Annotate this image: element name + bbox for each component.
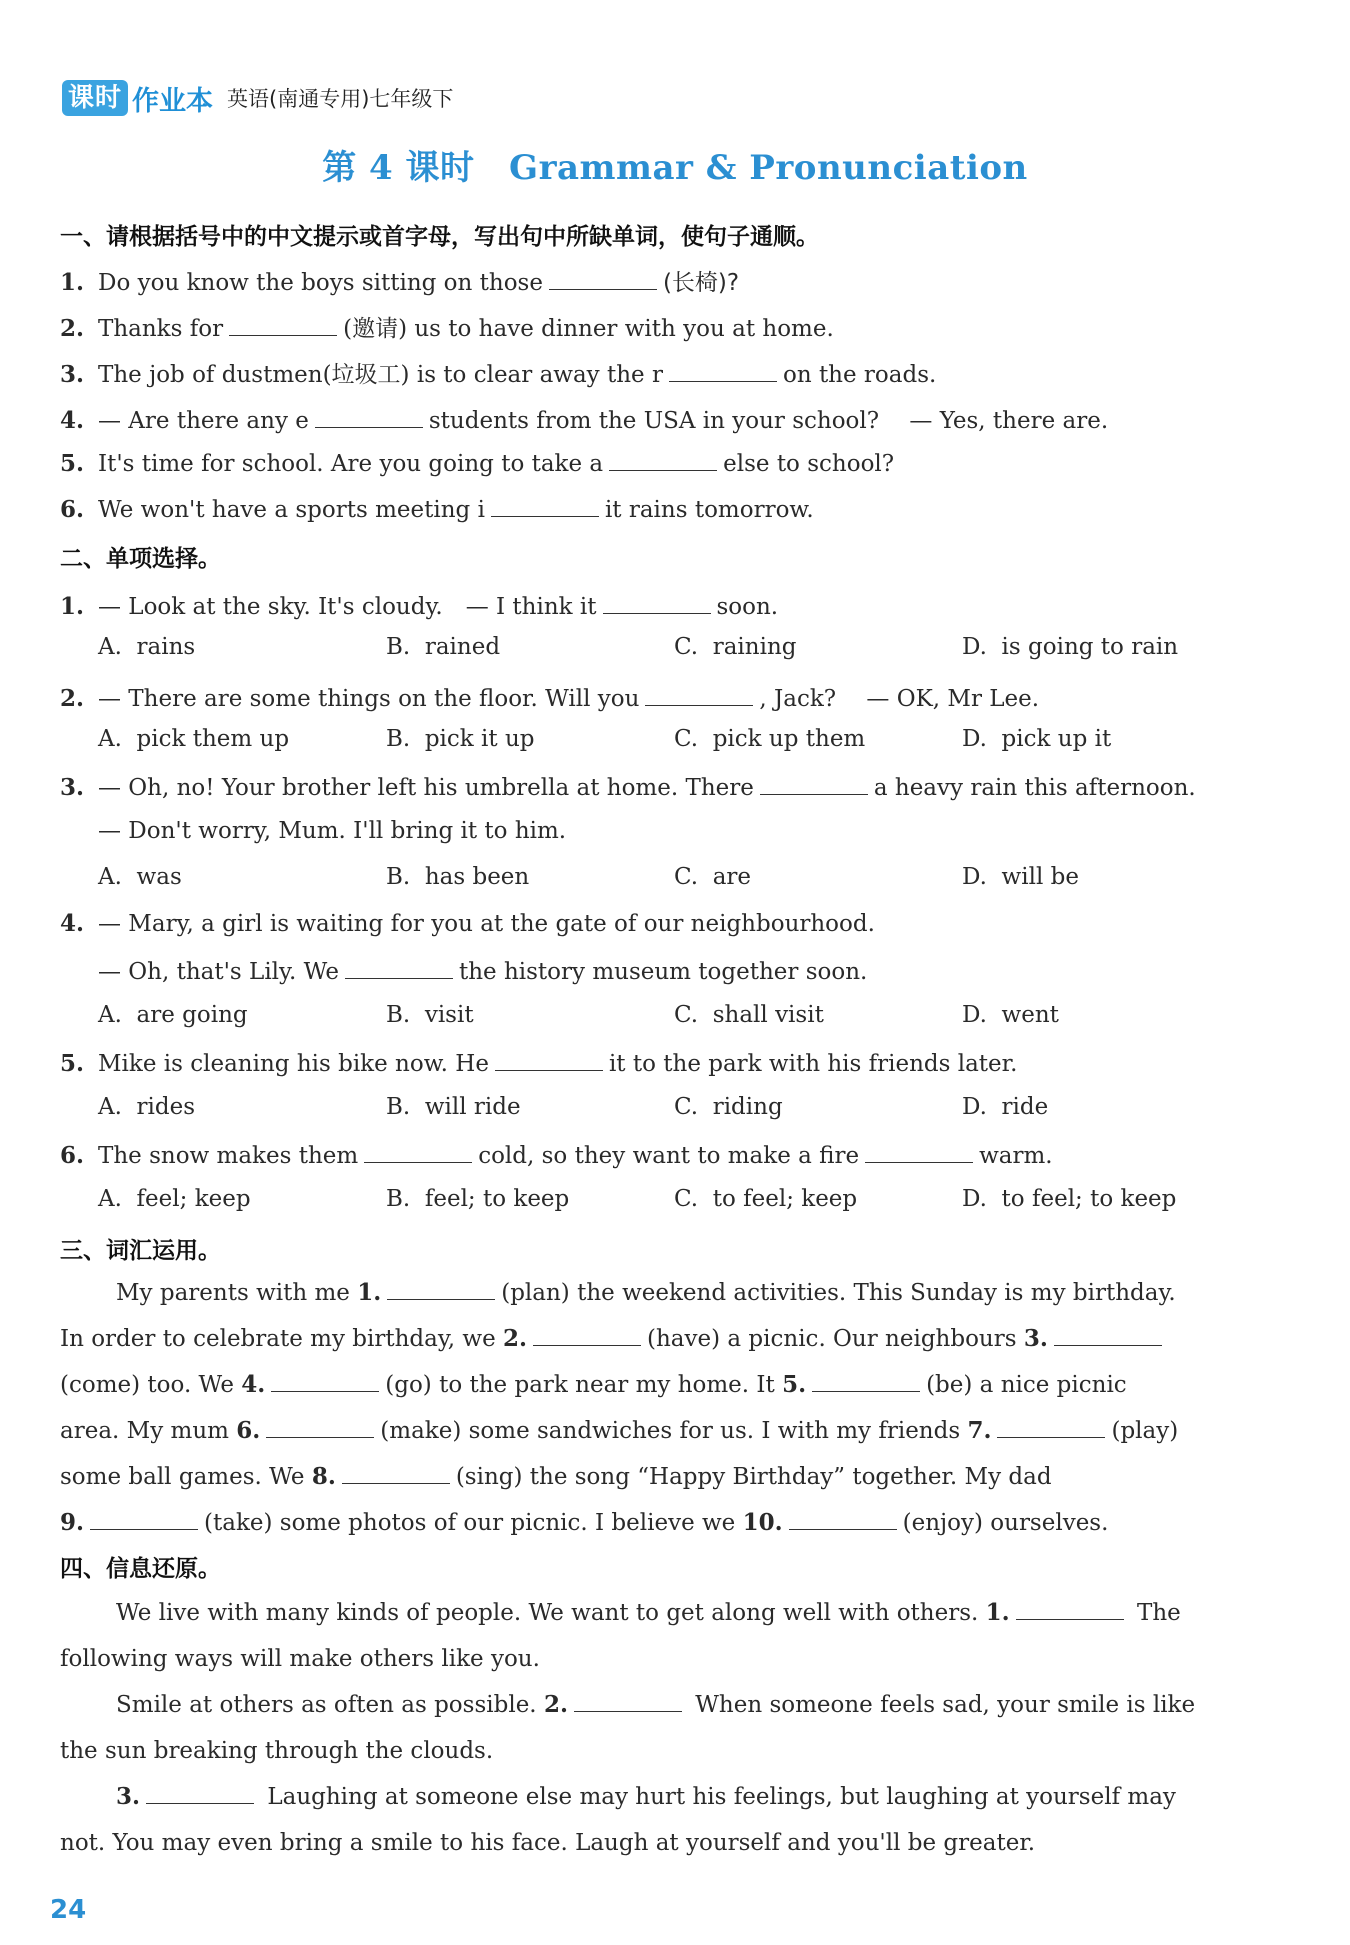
answer-blank[interactable] xyxy=(645,683,753,706)
option-b[interactable]: B. rained xyxy=(386,634,501,660)
option-d[interactable]: D. pick up it xyxy=(962,726,1112,752)
option-d[interactable]: D. is going to rain xyxy=(962,634,1179,660)
option-c[interactable]: C. are xyxy=(674,864,752,890)
section-4-passage xyxy=(60,1590,1250,1866)
answer-blank[interactable] xyxy=(266,1415,374,1438)
s2-q4: 4. — Mary, a girl is waiting for you at the gate of our neighbourhood. xyxy=(60,910,875,937)
brand-logo xyxy=(62,79,213,118)
option-b[interactable]: B. has been xyxy=(386,864,530,890)
s1-q4: 4. — Are there any e students from the USA in your school? — Yes, there are. xyxy=(60,407,1109,434)
passage-line: We live with many kinds of people. We want to get along well with others. 1. The xyxy=(116,1599,1181,1626)
answer-blank[interactable] xyxy=(789,1507,897,1530)
passage-line: 3. Laughing at someone else may hurt his feelings, but laughing at yourself may xyxy=(116,1783,1176,1810)
passage-line: In order to celebrate my birthday, we 2. (have) a picnic. Our neighbours 3. xyxy=(60,1316,1250,1362)
option-b[interactable]: B. feel; to keep xyxy=(386,1186,570,1212)
answer-blank[interactable] xyxy=(549,267,657,290)
logo-text: 作业本 xyxy=(132,85,214,117)
answer-blank[interactable] xyxy=(760,772,868,795)
s2-q6: 6. The snow makes them cold, so they want to make a fire warm. xyxy=(60,1142,1053,1169)
passage-line: following ways will make others like you. xyxy=(60,1646,540,1672)
lesson-title: 第 4 课时 Grammar & Pronunciation xyxy=(322,148,1028,188)
answer-blank[interactable] xyxy=(533,1323,641,1346)
answer-blank[interactable] xyxy=(603,591,711,614)
answer-blank[interactable] xyxy=(342,1461,450,1484)
passage-line: the sun breaking through the clouds. xyxy=(60,1738,494,1764)
option-d[interactable]: D. went xyxy=(962,1002,1059,1028)
option-b[interactable]: B. visit xyxy=(386,1002,474,1028)
option-c[interactable]: C. pick up them xyxy=(674,726,866,752)
answer-blank[interactable] xyxy=(495,1048,603,1071)
answer-blank[interactable] xyxy=(345,956,453,979)
answer-blank[interactable] xyxy=(1054,1323,1162,1346)
passage-line: some ball games. We 8. (sing) the song “Happy Birthday” together. My dad xyxy=(60,1463,1052,1490)
s2-q2: 2. — There are some things on the floor. Will you , Jack? — OK, Mr Lee. xyxy=(60,685,1040,712)
option-d[interactable]: D. to feel; to keep xyxy=(962,1186,1177,1212)
answer-blank[interactable] xyxy=(669,359,777,382)
answer-blank[interactable] xyxy=(271,1369,379,1392)
option-c[interactable]: C. raining xyxy=(674,634,797,660)
option-a[interactable]: A. was xyxy=(98,864,182,890)
section-4-title: 四、信息还原。 xyxy=(60,1556,221,1582)
option-c[interactable]: C. shall visit xyxy=(674,1002,824,1028)
passage-line: Smile at others as often as possible. 2. When someone feels sad, your smile is like xyxy=(116,1691,1196,1718)
option-a[interactable]: A. feel; keep xyxy=(98,1186,251,1212)
answer-blank[interactable] xyxy=(1016,1597,1124,1620)
option-c[interactable]: C. to feel; keep xyxy=(674,1186,858,1212)
passage-line: area. My mum 6. (make) some sandwiches for us. I with my friends 7. (play) xyxy=(60,1417,1179,1444)
book-title: 英语(南通专用)七年级下 xyxy=(227,87,454,111)
answer-blank[interactable] xyxy=(574,1689,682,1712)
answer-blank[interactable] xyxy=(90,1507,198,1530)
answer-blank[interactable] xyxy=(364,1140,472,1163)
answer-blank[interactable] xyxy=(229,313,337,336)
logo-mark: 课时 xyxy=(62,80,128,116)
section-3-title: 三、词汇运用。 xyxy=(60,1238,221,1264)
s1-q3: 3. The job of dustmen(垃圾工) is to clear away the r on the roads. xyxy=(60,361,937,388)
s2-q5: 5. Mike is cleaning his bike now. He it to the park with his friends later. xyxy=(60,1050,1018,1077)
s1-q2: 2. Thanks for (邀请) us to have dinner with you at home. xyxy=(60,315,834,342)
option-b[interactable]: B. will ride xyxy=(386,1094,521,1120)
option-a[interactable]: A. are going xyxy=(98,1002,248,1028)
passage-line: My parents with me 1. (plan) the weekend activities. This Sunday is my birthday. xyxy=(116,1279,1176,1306)
answer-blank[interactable] xyxy=(387,1277,495,1300)
answer-blank[interactable] xyxy=(865,1140,973,1163)
option-b[interactable]: B. pick it up xyxy=(386,726,535,752)
option-a[interactable]: A. pick them up xyxy=(98,726,290,752)
page-number: 24 xyxy=(50,1895,87,1925)
s2-q3: 3. — Oh, no! Your brother left his umbrella at home. There a heavy rain this afternoon. xyxy=(60,774,1196,801)
answer-blank[interactable] xyxy=(315,405,423,428)
option-c[interactable]: C. riding xyxy=(674,1094,783,1120)
s1-q5: 5. It's time for school. Are you going to take a else to school? xyxy=(60,450,895,477)
section-1-title: 一、请根据括号中的中文提示或首字母，写出句中所缺单词，使句子通顺。 xyxy=(60,224,819,250)
s2-q4-reply: — Oh, that's Lily. We the history museum together soon. xyxy=(98,956,1310,985)
s2-q1: 1. — Look at the sky. It's cloudy. — I think it soon. xyxy=(60,593,779,620)
answer-blank[interactable] xyxy=(609,448,717,471)
s1-q6: 6. We won't have a sports meeting i it rains tomorrow. xyxy=(60,496,814,523)
s1-q1: 1. Do you know the boys sitting on those (长椅)? xyxy=(60,269,740,296)
section-2-title: 二、单项选择。 xyxy=(60,546,221,572)
option-a[interactable]: A. rides xyxy=(98,1094,196,1120)
s2-q3-reply: — Don't worry, Mum. I'll bring it to him. xyxy=(98,818,567,844)
page-header xyxy=(62,78,453,118)
answer-blank[interactable] xyxy=(812,1369,920,1392)
answer-blank[interactable] xyxy=(146,1781,254,1804)
answer-blank[interactable] xyxy=(491,494,599,517)
passage-line: 9. (take) some photos of our picnic. I believe we 10. (enjoy) ourselves. xyxy=(60,1509,1109,1536)
section-3-passage xyxy=(60,1270,1250,1546)
passage-line: (come) too. We 4. (go) to the park near my home. It 5. (be) a nice picnic xyxy=(60,1371,1127,1398)
option-a[interactable]: A. rains xyxy=(98,634,196,660)
option-d[interactable]: D. will be xyxy=(962,864,1079,890)
answer-blank[interactable] xyxy=(997,1415,1105,1438)
option-d[interactable]: D. ride xyxy=(962,1094,1049,1120)
passage-line: not. You may even bring a smile to his face. Laugh at yourself and you'll be greater. xyxy=(60,1830,1036,1856)
